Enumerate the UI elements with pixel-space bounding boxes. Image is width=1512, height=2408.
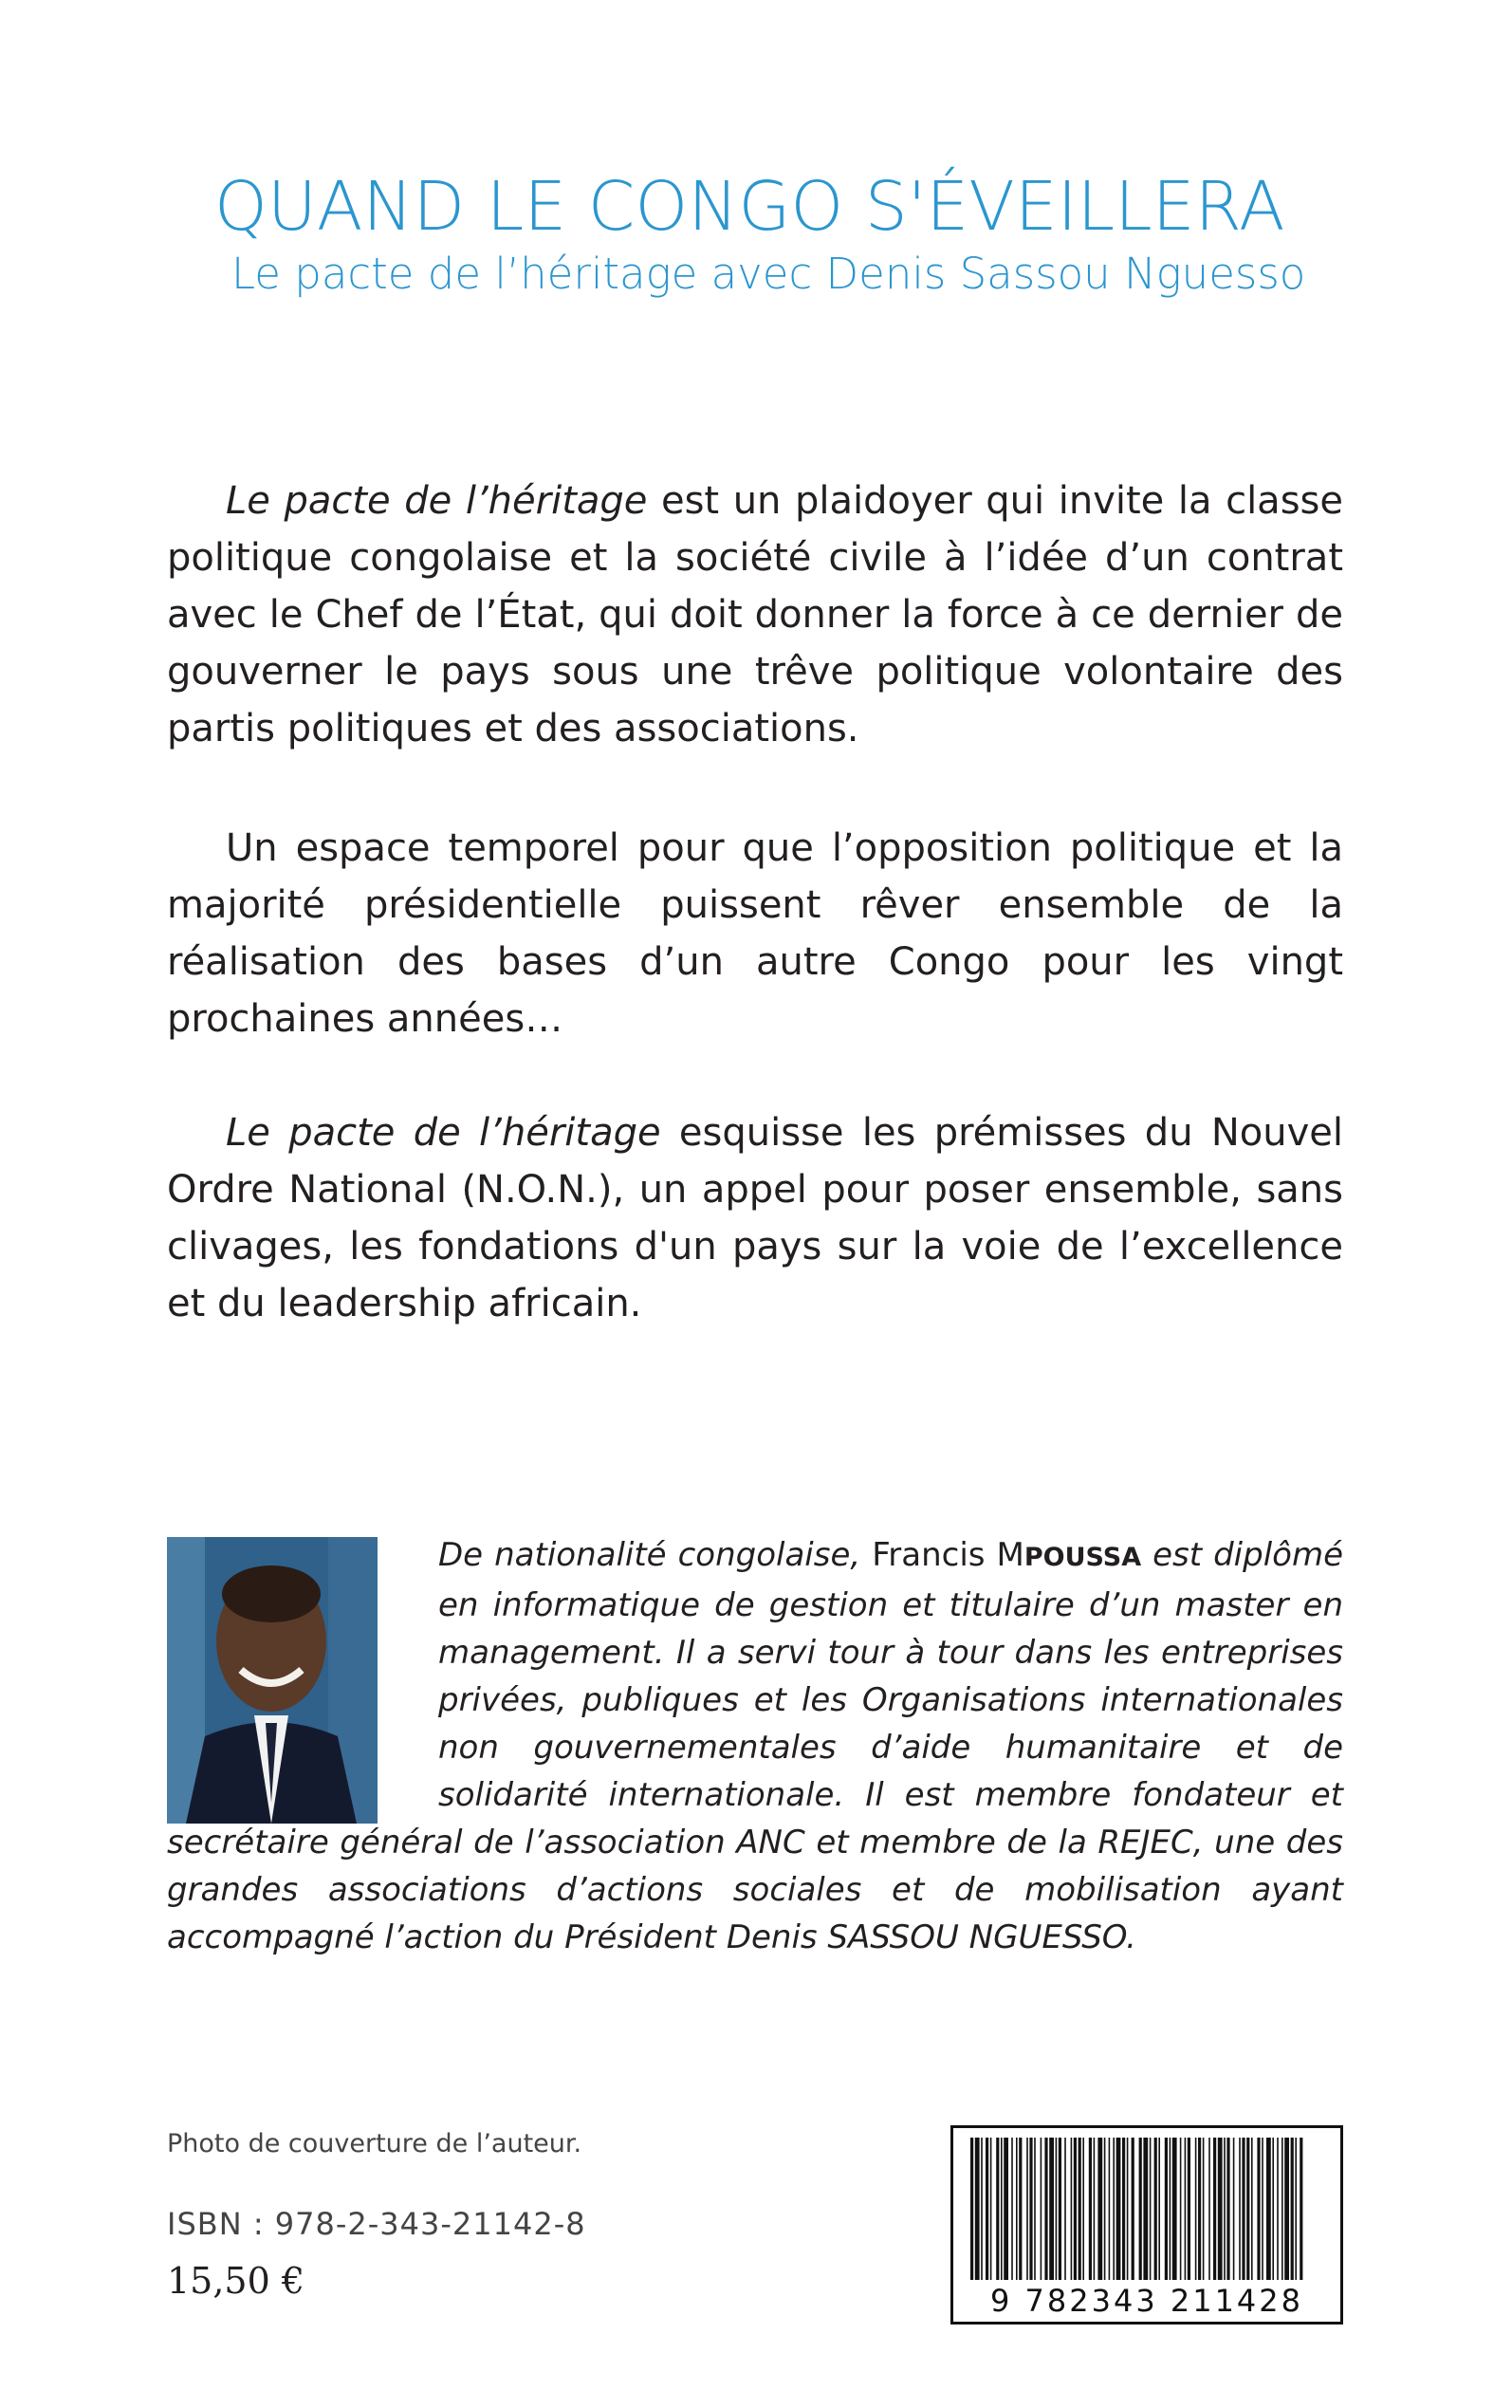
barcode-bar [1246, 2138, 1249, 2280]
barcode-bar [1203, 2138, 1205, 2280]
barcode-bar [1282, 2138, 1283, 2280]
barcode-bar [1277, 2138, 1279, 2280]
barcode-bar [1139, 2138, 1142, 2280]
barcode-bar [1044, 2138, 1047, 2280]
barcode-bar [1109, 2138, 1111, 2280]
barcode-bar [1094, 2138, 1096, 2280]
author-name-first: Francis M [872, 1536, 1024, 1574]
barcode-bar [1071, 2138, 1073, 2280]
barcode-bar [1089, 2138, 1092, 2280]
barcode-bar [1266, 2138, 1271, 2280]
barcode-bar [970, 2138, 973, 2280]
barcode-bar [1242, 2138, 1245, 2280]
barcode-bar [1158, 2138, 1160, 2280]
blurb-paragraph-3-text: esquisse les prémisses du Nouvel Ordre National (N.O.N.), un appel pour poser ensemble, sans clivages, les fondations d'un pays sur la voie de l’excellence et du leadership africain. [167, 1111, 1343, 1325]
barcode-bar [1122, 2138, 1125, 2280]
barcode-bar [1034, 2138, 1036, 2280]
barcode-bar [1016, 2138, 1018, 2280]
barcode-bar [1198, 2138, 1201, 2280]
barcode-bar [1004, 2138, 1008, 2280]
blurb-paragraph-2 [167, 820, 1343, 1047]
barcode-bar [1224, 2138, 1226, 2280]
blurb-paragraph-3 [167, 1104, 1343, 1332]
barcode-bar [1239, 2138, 1241, 2280]
barcode-bar [1104, 2138, 1106, 2280]
barcode-bar [1132, 2138, 1134, 2280]
barcode-bar [1233, 2138, 1235, 2280]
blurb-paragraph-2-text: Un espace temporel pour que l’opposition politique et la majorité présidentielle puissent rêver ensemble de la réalisation des bases d’un autre Congo pour les vingt prochaines années… [167, 826, 1343, 1041]
barcode-bar [1056, 2138, 1058, 2280]
isbn: ISBN : 978-2-343-21142-8 [167, 2206, 586, 2242]
barcode-bar [1049, 2138, 1054, 2280]
barcode-bar [1154, 2138, 1157, 2280]
barcode-bar [990, 2138, 992, 2280]
author-name-last: POUSSA [1023, 1543, 1142, 1572]
barcode-bar [1019, 2138, 1022, 2280]
bio-lead: De nationalité congolaise, [438, 1536, 873, 1574]
barcode-bar [1001, 2138, 1003, 2280]
barcode-bar [975, 2138, 980, 2280]
book-title: QUAND LE CONGO S'ÉVEILLERA [214, 167, 1285, 246]
barcode-bar [1218, 2138, 1223, 2280]
barcode-bar [1143, 2138, 1148, 2280]
barcode-bar [1291, 2138, 1294, 2280]
barcode-bar [1226, 2138, 1229, 2280]
author-bio [167, 1531, 1343, 1961]
barcode-bar [1185, 2138, 1187, 2280]
barcode-bar [1195, 2138, 1197, 2280]
barcode-bar [996, 2138, 999, 2280]
barcode-bar [1208, 2138, 1210, 2280]
barcode-bar [1097, 2138, 1102, 2280]
barcode-bar [1170, 2138, 1171, 2280]
barcode-bar [1026, 2138, 1028, 2280]
bio-text: est diplômé en informatique de gestion et titulaire d’un master en management. Il a servi tour à tour dans les entreprises privées, publiques et les Organisations internationales non gouvernementales d’aide humanitaire et de solidarité internationale. Il est membre fondateur et secrétaire général de l’association ANC et membre de la REJEC, une des grandes associations d’actions sociales et de mobilisation ayant accompagné l’action du Président Denis SASSOU NGUESSO. [167, 1536, 1344, 1956]
barcode-bar [1127, 2138, 1129, 2280]
barcode-bar [1172, 2138, 1177, 2280]
barcode [950, 2125, 1343, 2325]
barcode-bar [1257, 2138, 1260, 2280]
barcode-bar [1284, 2138, 1289, 2280]
barcode-bar [1251, 2138, 1253, 2280]
book-subtitle: Le pacte de l’héritage avec Denis Sassou Nguesso [231, 249, 1306, 299]
barcode-bar [1113, 2138, 1115, 2280]
barcode-bar [1116, 2138, 1121, 2280]
barcode-bar [1262, 2138, 1263, 2280]
barcode-bar [981, 2138, 983, 2280]
blurb-paragraph-1 [167, 472, 1343, 757]
barcode-bar [1029, 2138, 1032, 2280]
barcode-bar [1295, 2138, 1297, 2280]
barcode-bar [1064, 2138, 1066, 2280]
price: 15,50 € [167, 2260, 305, 2302]
barcode-bar [1059, 2138, 1061, 2280]
barcode-bar [986, 2138, 988, 2280]
barcode-bar [1165, 2138, 1168, 2280]
barcode-bar [1011, 2138, 1013, 2280]
barcode-bar [1300, 2138, 1302, 2280]
barcode-digits: 9 782343 211428 [989, 2283, 1303, 2319]
barcode-bar [1150, 2138, 1152, 2280]
barcode-bar [1272, 2138, 1274, 2280]
photo-credit: Photo de couverture de l’auteur. [167, 2129, 582, 2158]
barcode-bar [1180, 2138, 1182, 2280]
barcode-bar [1074, 2138, 1077, 2280]
barcode-bar [1213, 2138, 1216, 2280]
blurb-paragraph-1-text: est un plaidoyer qui invite la classe politique congolaise et la société civile à l’idée d’un contrat avec le Chef de l’État, qui doit donner la force à ce dernier de gouverner le pays sous une trêve politique volontaire des partis politiques et des associations. [167, 479, 1343, 750]
blurb-title-italic: Le pacte de l’héritage [226, 479, 648, 523]
barcode-bar [1188, 2138, 1190, 2280]
photo-spacer [167, 1531, 438, 1816]
barcode-bar [1082, 2138, 1084, 2280]
blurb-title-italic-2: Le pacte de l’héritage [226, 1111, 661, 1155]
barcode-bar [1079, 2138, 1081, 2280]
barcode-bar [1041, 2138, 1042, 2280]
